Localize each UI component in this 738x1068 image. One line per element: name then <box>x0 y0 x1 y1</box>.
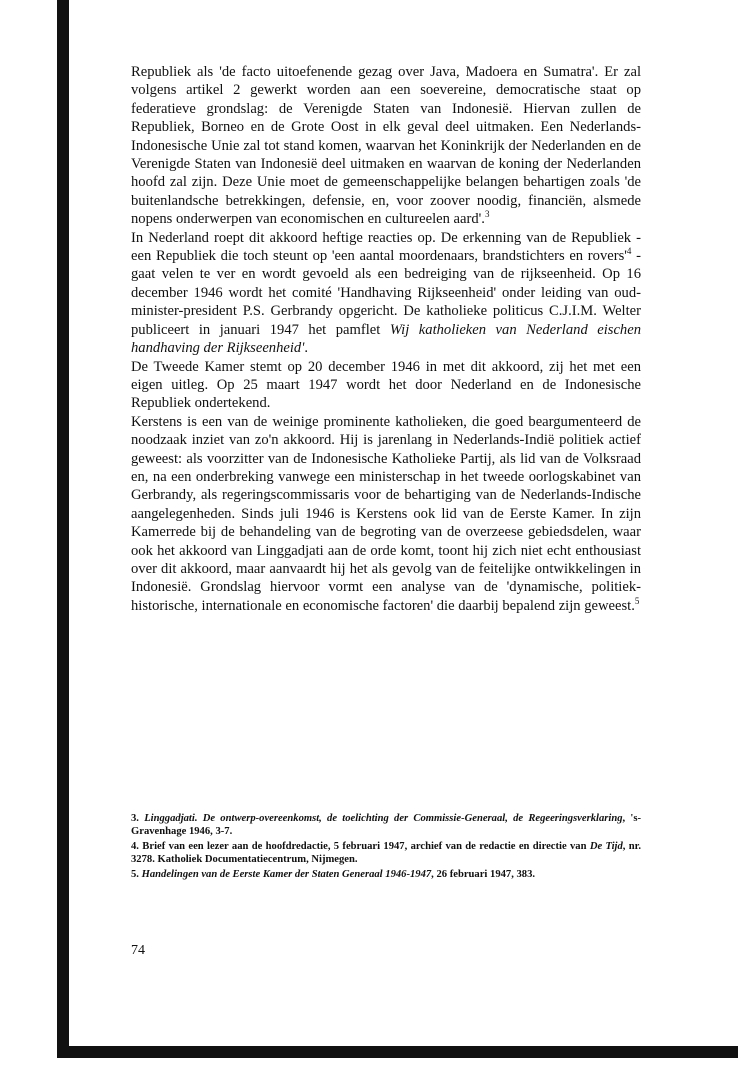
footnote-source-title: Handelingen van de Eerste Kamer der Staten Generaal 1946-1947 <box>141 868 432 880</box>
paragraph-2-text-b: - gaat velen te ver en wordt gevoeld als een bedreiging van de rijkseenheid. Op 16 december 1946 wordt het comité 'Handhaving Rijkseenheid' onder leiding van oud-minister-president P.S. Gerbrandy opgericht. De katholieke politicus C.J.I.M. Welter publiceert in januari 1947 het pamflet <box>131 248 641 338</box>
paragraph-3 <box>131 358 641 413</box>
scan-border-bottom <box>57 1046 738 1058</box>
body-text <box>131 63 641 615</box>
pamphlet-title: Wij katholieken van Nederland eischen handhaving der Rijkseenheid' <box>131 321 641 357</box>
paragraph-4 <box>131 413 641 615</box>
paragraph-1 <box>131 63 641 229</box>
footnote-number: 5. <box>131 868 139 880</box>
footnote-3 <box>131 812 641 839</box>
footnote-ref-3[interactable]: 3 <box>484 209 490 220</box>
paragraph-4-text: Kerstens is een van de weinige prominente katholieken, die goed beargumenteerd de noodzaak inziet van zo'n akkoord. Hij is jarenlang in Nederlands-Indië politiek actief geweest: als voorzitter van de Indonesische Katholieke Partij, als lid van de Volksraad en, na een onderbreking vanwege een ministerschap in het tweede oorlogskabinet van Gerbrandy, als regeringscommissaris voor de behartiging van de Nederlands-Indische aangelegenheden. Sinds juli 1946 is Kerstens ook lid van de Eerste Kamer. In zijn Kamerrede bij de behandeling van de begroting van de overzeese gebiedsdelen, waar ook het akkoord van Linggadjati aan de orde komt, toont hij zich niet echt enthousiast over dit akkoord, maar aanvaardt hij het als gevolg van de feitelijke ontwikkelingen in Indonesië. Grondslag hiervoor vormt een analyse van de 'dynamische, politiek-historische, internationale en economische factoren' die daarbij bepalend zijn geweest. <box>131 413 641 614</box>
footnote-source-title: De Tijd <box>589 840 623 852</box>
footnote-4 <box>131 840 641 867</box>
footnote-source-title: Linggadjati. De ontwerp-overeenkomst, de toelichting der Commissie-Generaal, de Regeeringsverklaring <box>144 813 623 824</box>
footnote-number: 3. <box>131 813 139 824</box>
paragraph-2-text-a: In Nederland roept dit akkoord heftige reacties op. De erkenning van de Republiek - een Republiek die toch steunt op 'een aantal moordenaars, brandstichters en rovers' <box>131 229 641 265</box>
paragraph-3-text: De Tweede Kamer stemt op 20 december 1946 in met dit akkoord, zij het met een eigen uitleg. Op 25 maart 1947 wordt het door Nederland en de Indonesische Republiek ondertekend. <box>131 358 641 412</box>
footnote-source-rest: , 's-Gravenhage 1946, 3-7. <box>131 813 641 838</box>
paragraph-2 <box>131 229 641 358</box>
page-number: 74 <box>131 943 145 958</box>
footnotes <box>131 812 641 882</box>
footnote-ref-4[interactable]: 4 <box>626 246 632 257</box>
footnote-source-rest: , nr. 3278. Katholiek Documentatiecentrum, Nijmegen. <box>131 840 642 866</box>
paragraph-2-text-c: . <box>304 340 308 357</box>
footnote-ref-5[interactable]: 5 <box>634 595 640 606</box>
scan-border-left <box>57 0 69 1058</box>
paragraph-1-text: Republiek als 'de facto uitoefenende gezag over Java, Madoera en Sumatra'. Er zal volgens artikel 2 gewerkt worden aan een soevereine, democratische staat op federatieve grondslag: de Verenigde Staten van Indonesië. Hiervan zullen de Republiek, Borneo en de Grote Oost in elk geval deel uitmaken. Een Nederlands-Indonesische Unie zal tot stand komen, waarvan het Koninkrijk der Nederlanden en de Verenigde Staten van Indonesië deel uitmaken en waarvan de koning der Nederlanden hoofd zal zijn. Deze Unie moet de gemeenschappelijke belangen behartigen zoals 'de buitenlandsche betrekkingen, defensie, en, voor zoover noodig, financiën, alsmede nopens onderwerpen van economischen en cultureelen aard'. <box>131 64 641 228</box>
footnote-number: 4. <box>131 840 139 852</box>
footnote-5 <box>131 868 641 881</box>
footnote-source-rest: , 26 februari 1947, 383. <box>431 868 536 880</box>
footnote-source-pre: Brief van een lezer aan de hoofdredactie, 5 februari 1947, archief van de redactie en directie van <box>142 840 590 852</box>
